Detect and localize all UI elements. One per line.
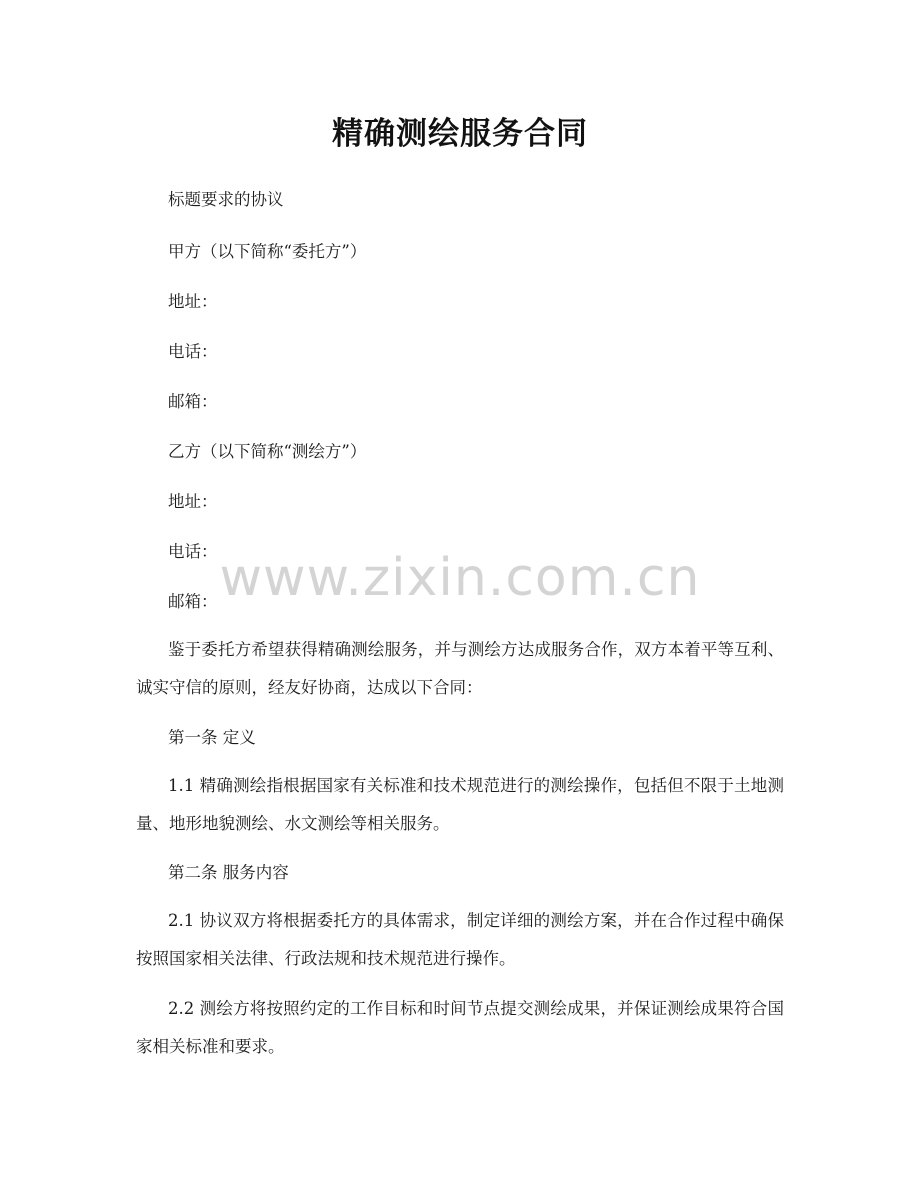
party-a-address-label: 地址： xyxy=(168,292,218,311)
article-1-heading: 第一条 定义 xyxy=(168,728,256,747)
document-subtitle: 标题要求的协议 xyxy=(168,190,284,209)
party-b-phone-label: 电话： xyxy=(168,542,218,561)
party-a-email-label: 邮箱： xyxy=(168,392,218,411)
party-b-email-label: 邮箱： xyxy=(168,592,218,611)
party-a-phone-label: 电话： xyxy=(168,342,218,361)
preamble-paragraph: 鉴于委托方希望获得精确测绘服务，并与测绘方达成服务合作，双方本着平等互利、诚实守信的原则，经友好协商，达成以下合同： xyxy=(136,640,784,697)
party-a-heading: 甲方（以下简称“委托方”） xyxy=(168,242,367,261)
party-b-address-label: 地址： xyxy=(168,492,218,511)
clause-1-1: 1.1 精确测绘指根据国家有关标准和技术规范进行的测绘操作，包括但不限于土地测量、地形地貌测绘、水文测绘等相关服务。 xyxy=(136,776,784,833)
party-b-heading: 乙方（以下简称“测绘方”） xyxy=(168,442,367,461)
clause-2-1: 2.1 协议双方将根据委托方的具体需求，制定详细的测绘方案，并在合作过程中确保按照国家相关法律、行政法规和技术规范进行操作。 xyxy=(136,911,784,968)
article-2-heading: 第二条 服务内容 xyxy=(168,863,289,882)
clause-2-2: 2.2 测绘方将按照约定的工作目标和时间节点提交测绘成果，并保证测绘成果符合国家相关标准和要求。 xyxy=(136,999,784,1056)
document-title: 精确测绘服务合同 xyxy=(332,116,588,152)
watermark: www.zixin.com.cn xyxy=(219,548,701,608)
